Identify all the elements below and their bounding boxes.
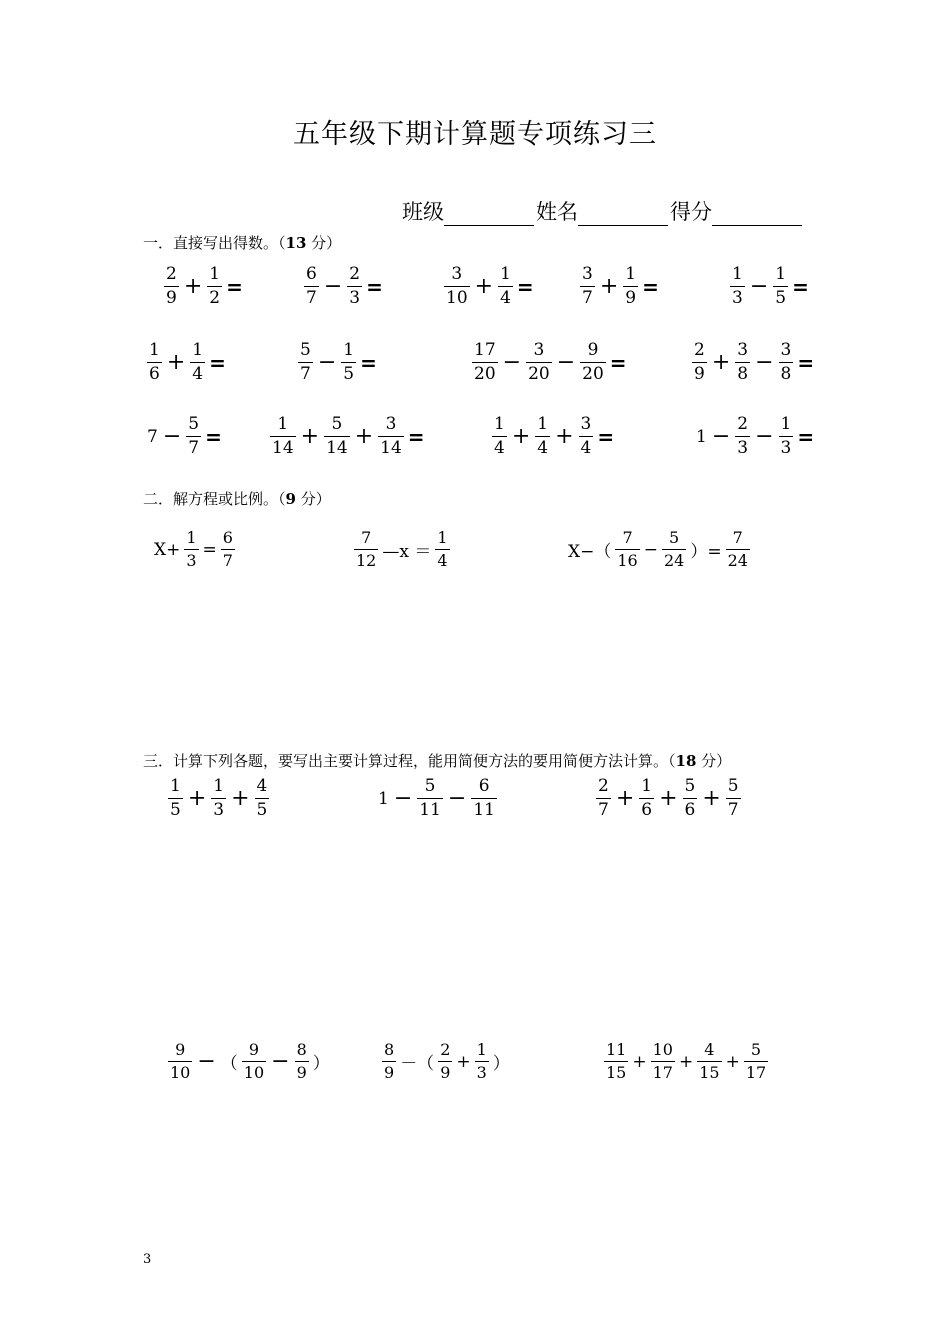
name-label: 姓名 — [536, 200, 578, 224]
section-3-suffix: 分） — [696, 752, 732, 770]
denominator: 7 — [306, 288, 317, 308]
fraction — [662, 530, 686, 569]
numerator: 2 — [440, 1040, 451, 1059]
denominator: 4 — [500, 288, 511, 308]
fraction — [535, 416, 550, 457]
section-1-heading — [143, 232, 341, 253]
equals-sign: = — [516, 274, 534, 299]
numerator: 1 — [149, 340, 160, 360]
fraction — [579, 416, 594, 457]
numerator: 5 — [188, 414, 200, 434]
denominator: 15 — [699, 1063, 720, 1082]
section-2-points: 9 — [285, 490, 296, 508]
page-number: 3 — [143, 1252, 152, 1267]
operator: + — [711, 350, 731, 375]
numerator: 3 — [451, 264, 463, 284]
q3-problem — [594, 778, 743, 819]
section-3-heading — [143, 750, 731, 771]
expression-text: + — [678, 1051, 694, 1072]
equals-sign: = — [792, 274, 809, 299]
denominator: 2 — [209, 288, 221, 308]
numerator: 9 — [175, 1040, 186, 1059]
denominator: 3 — [349, 288, 361, 308]
numerator: 1 — [500, 264, 511, 284]
fraction — [147, 342, 162, 383]
fraction — [324, 416, 350, 457]
q1-problem — [145, 342, 226, 383]
denominator: 4 — [192, 364, 204, 384]
fraction — [735, 416, 750, 457]
denominator: 7 — [598, 800, 609, 820]
operator: − — [323, 274, 343, 299]
q3-problem — [376, 778, 499, 819]
fraction — [168, 1042, 192, 1081]
numerator: 2 — [694, 340, 705, 360]
denominator: 3 — [737, 438, 749, 458]
fraction — [382, 1042, 396, 1081]
numerator: 3 — [780, 340, 792, 360]
numerator: 8 — [384, 1040, 395, 1059]
expression-text: —x ＝ — [382, 542, 432, 562]
denominator: 3 — [780, 438, 792, 458]
expression-text: ） — [492, 1054, 510, 1074]
equals-sign: = — [205, 424, 222, 449]
fraction — [615, 530, 639, 569]
numerator: 1 — [213, 776, 225, 796]
denominator: 24 — [663, 551, 685, 570]
numerator: 3 — [580, 414, 592, 434]
fraction — [472, 342, 498, 383]
denominator: 7 — [727, 800, 739, 820]
numerator: 1 — [277, 414, 289, 434]
expression-text: ） — [312, 1054, 330, 1074]
expression-text: －（ — [400, 1054, 435, 1074]
fraction — [683, 778, 698, 819]
fraction — [692, 342, 707, 383]
operator: − — [556, 350, 576, 375]
denominator: 11 — [473, 800, 495, 820]
expression-text: + — [456, 1051, 471, 1072]
denominator: 7 — [188, 438, 200, 458]
fraction — [779, 416, 794, 457]
student-info-line — [402, 196, 804, 226]
denominator: 5 — [170, 800, 181, 820]
q3-problem — [166, 778, 271, 819]
expression-text: X−（ — [568, 542, 612, 562]
denominator: 4 — [580, 438, 592, 458]
denominator: 9 — [166, 288, 177, 308]
page-title: 五年级下期计算题专项练习三 — [293, 119, 657, 150]
denominator: 7 — [222, 551, 233, 570]
denominator: 11 — [419, 800, 441, 820]
numerator: 2 — [166, 264, 177, 284]
denominator: 10 — [446, 288, 468, 308]
q1-problem — [145, 416, 222, 457]
denominator: 6 — [684, 800, 696, 820]
numerator: 1 — [343, 340, 355, 360]
expression-text: 1 — [378, 788, 389, 809]
operator: + — [183, 274, 203, 299]
score-label: 得分 — [670, 200, 712, 224]
numerator: 5 — [684, 776, 696, 796]
section-1-suffix: 分） — [306, 234, 342, 252]
numerator: 3 — [385, 414, 397, 434]
denominator: 9 — [694, 364, 705, 384]
expression-text: − — [643, 539, 658, 560]
equals-sign: = — [226, 274, 243, 299]
operator: − — [749, 274, 769, 299]
class-blank[interactable] — [444, 201, 534, 226]
fraction — [492, 416, 507, 457]
fraction — [417, 778, 443, 819]
numerator: 8 — [296, 1040, 307, 1059]
q1-problem — [302, 266, 383, 307]
numerator: 1 — [537, 414, 549, 434]
q3-problem — [166, 1042, 332, 1081]
operator: + — [166, 350, 186, 375]
numerator: 6 — [222, 528, 233, 547]
fraction — [295, 1042, 309, 1081]
denominator: 9 — [296, 1063, 307, 1082]
numerator: 6 — [306, 264, 317, 284]
fraction — [726, 778, 741, 819]
numerator: 5 — [750, 1040, 762, 1059]
fraction — [211, 778, 226, 819]
denominator: 5 — [343, 364, 355, 384]
denominator: 4 — [537, 438, 549, 458]
expression-text: 7 — [147, 426, 158, 447]
name-blank[interactable] — [578, 201, 668, 226]
section-1-prefix: 一．直接写出得数。（ — [143, 234, 286, 252]
numerator: 2 — [598, 776, 609, 796]
fraction — [580, 342, 606, 383]
q2-equation — [352, 530, 452, 569]
equals-sign: = — [366, 274, 383, 299]
q1-problem — [162, 266, 243, 307]
numerator: 4 — [256, 776, 268, 796]
denominator: 5 — [256, 800, 268, 820]
operator: + — [474, 274, 494, 299]
denominator: 20 — [474, 364, 496, 384]
expression-text: + — [725, 1051, 740, 1072]
denominator: 3 — [186, 551, 197, 570]
numerator: 1 — [186, 528, 197, 547]
denominator: 6 — [149, 364, 160, 384]
section-3-prefix: 三．计算下列各题，要写出主要计算过程，能用简便方法的要用简便方法计算。（ — [143, 752, 676, 770]
numerator: 9 — [587, 340, 599, 360]
q1-problem — [470, 342, 627, 383]
fraction — [378, 416, 404, 457]
section-2-prefix: 二．解方程或比例。（ — [143, 490, 286, 508]
class-label: 班级 — [402, 200, 444, 224]
operator: + — [300, 424, 320, 449]
q1-problem — [296, 342, 377, 383]
fraction — [164, 266, 179, 307]
fraction — [475, 1042, 489, 1081]
equals-sign: = — [642, 274, 659, 299]
q1-problem — [690, 342, 814, 383]
numerator: 1 — [476, 1040, 487, 1059]
numerator: 1 — [732, 264, 743, 284]
fraction — [726, 530, 750, 569]
numerator: 10 — [652, 1040, 673, 1059]
operator: + — [615, 786, 635, 811]
equals-sign: = — [797, 424, 815, 449]
equals-sign: = — [597, 424, 615, 449]
denominator: 17 — [652, 1063, 673, 1082]
fraction — [639, 778, 654, 819]
denominator: 9 — [384, 1063, 395, 1082]
equals-sign: = — [407, 424, 425, 449]
numerator: 2 — [737, 414, 749, 434]
denominator: 14 — [326, 438, 348, 458]
fraction — [341, 342, 356, 383]
denominator: 14 — [272, 438, 294, 458]
fraction — [471, 778, 497, 819]
expression-text: = — [202, 539, 217, 560]
equals-sign: = — [360, 350, 377, 375]
numerator: 2 — [349, 264, 361, 284]
fraction — [298, 342, 313, 383]
fraction — [304, 266, 319, 307]
numerator: 9 — [248, 1040, 260, 1059]
fraction — [354, 530, 378, 569]
denominator: 24 — [727, 551, 748, 570]
numerator: 3 — [737, 340, 749, 360]
fraction — [779, 342, 794, 383]
q1-problem — [490, 416, 614, 457]
operator: − — [711, 424, 731, 449]
operator: − — [197, 1049, 216, 1074]
fraction — [255, 778, 270, 819]
q1-problem — [694, 416, 814, 457]
denominator: 8 — [780, 364, 792, 384]
numerator: 17 — [474, 340, 496, 360]
fraction — [168, 778, 183, 819]
q3-problem — [380, 1042, 512, 1081]
fraction — [697, 1042, 721, 1081]
q1-problem — [728, 266, 809, 307]
operator: + — [555, 424, 574, 449]
numerator: 1 — [625, 264, 637, 284]
numerator: 11 — [606, 1040, 627, 1059]
fraction — [190, 342, 205, 383]
denominator: 7 — [582, 288, 593, 308]
fraction — [580, 266, 595, 307]
numerator: 5 — [331, 414, 343, 434]
q2-equation — [566, 530, 752, 569]
denominator: 7 — [300, 364, 311, 384]
fraction — [596, 778, 611, 819]
numerator: 1 — [437, 528, 448, 547]
fraction — [444, 266, 470, 307]
numerator: 1 — [780, 414, 792, 434]
numerator: 7 — [361, 528, 372, 547]
operator: + — [187, 786, 207, 811]
expression-text: + — [632, 1051, 647, 1072]
numerator: 6 — [478, 776, 490, 796]
fraction — [438, 1042, 452, 1081]
denominator: 14 — [380, 438, 402, 458]
numerator: 1 — [170, 776, 181, 796]
operator: − — [162, 424, 182, 449]
numerator: 1 — [494, 414, 505, 434]
section-3-points: 18 — [675, 752, 697, 770]
score-blank[interactable] — [712, 201, 802, 226]
operator: − — [271, 1049, 290, 1074]
numerator: 1 — [209, 264, 221, 284]
section-1-points: 13 — [285, 234, 307, 252]
q1-problem — [578, 266, 659, 307]
denominator: 16 — [617, 551, 638, 570]
numerator: 1 — [192, 340, 204, 360]
equals-sign: = — [797, 350, 815, 375]
fraction — [186, 416, 201, 457]
numerator: 5 — [727, 776, 739, 796]
denominator: 3 — [213, 800, 225, 820]
denominator: 4 — [494, 438, 505, 458]
denominator: 3 — [732, 288, 743, 308]
q1-problem — [442, 266, 534, 307]
denominator: 9 — [625, 288, 637, 308]
operator: + — [354, 424, 374, 449]
denominator: 4 — [437, 551, 448, 570]
equals-sign: = — [209, 350, 226, 375]
denominator: 17 — [745, 1063, 767, 1082]
fraction — [526, 342, 552, 383]
denominator: 5 — [775, 288, 787, 308]
fraction — [651, 1042, 675, 1081]
fraction — [207, 266, 222, 307]
fraction — [498, 266, 513, 307]
section-2-heading — [143, 488, 331, 509]
denominator: 20 — [582, 364, 604, 384]
fraction — [604, 1042, 628, 1081]
numerator: 7 — [732, 528, 743, 547]
numerator: 5 — [424, 776, 436, 796]
operator: − — [755, 424, 774, 449]
numerator: 4 — [704, 1040, 715, 1059]
numerator: 7 — [622, 528, 633, 547]
q3-problem — [602, 1042, 770, 1081]
fraction — [347, 266, 362, 307]
denominator: 20 — [528, 364, 550, 384]
denominator: 10 — [170, 1063, 191, 1082]
expression-text: X+ — [154, 539, 181, 560]
section-2-suffix: 分） — [295, 490, 331, 508]
expression-text: （ — [220, 1054, 238, 1074]
denominator: 9 — [440, 1063, 451, 1082]
fraction — [221, 530, 235, 569]
fraction — [270, 416, 296, 457]
operator: − — [317, 350, 337, 375]
operator: + — [231, 786, 250, 811]
denominator: 3 — [476, 1063, 487, 1082]
denominator: 12 — [356, 551, 377, 570]
fraction — [730, 266, 745, 307]
operator: − — [502, 350, 522, 375]
q1-problem — [268, 416, 425, 457]
fraction — [242, 1042, 266, 1081]
operator: + — [659, 786, 678, 811]
fraction — [623, 266, 638, 307]
fraction — [744, 1042, 768, 1081]
numerator: 1 — [775, 264, 787, 284]
denominator: 8 — [737, 364, 749, 384]
operator: − — [393, 786, 413, 811]
operator: − — [755, 350, 774, 375]
numerator: 5 — [669, 528, 680, 547]
operator: − — [447, 786, 467, 811]
numerator: 3 — [533, 340, 545, 360]
operator: + — [511, 424, 531, 449]
fraction — [184, 530, 198, 569]
numerator: 1 — [641, 776, 653, 796]
denominator: 10 — [243, 1063, 265, 1082]
fraction — [773, 266, 788, 307]
expression-text: ）= — [690, 542, 722, 562]
operator: + — [599, 274, 619, 299]
q2-equation — [152, 530, 237, 569]
fraction — [435, 530, 449, 569]
fraction — [735, 342, 750, 383]
operator: + — [702, 786, 721, 811]
denominator: 15 — [606, 1063, 627, 1082]
denominator: 6 — [641, 800, 653, 820]
numerator: 3 — [582, 264, 593, 284]
equals-sign: = — [609, 350, 627, 375]
numerator: 5 — [300, 340, 311, 360]
expression-text: 1 — [696, 426, 707, 447]
